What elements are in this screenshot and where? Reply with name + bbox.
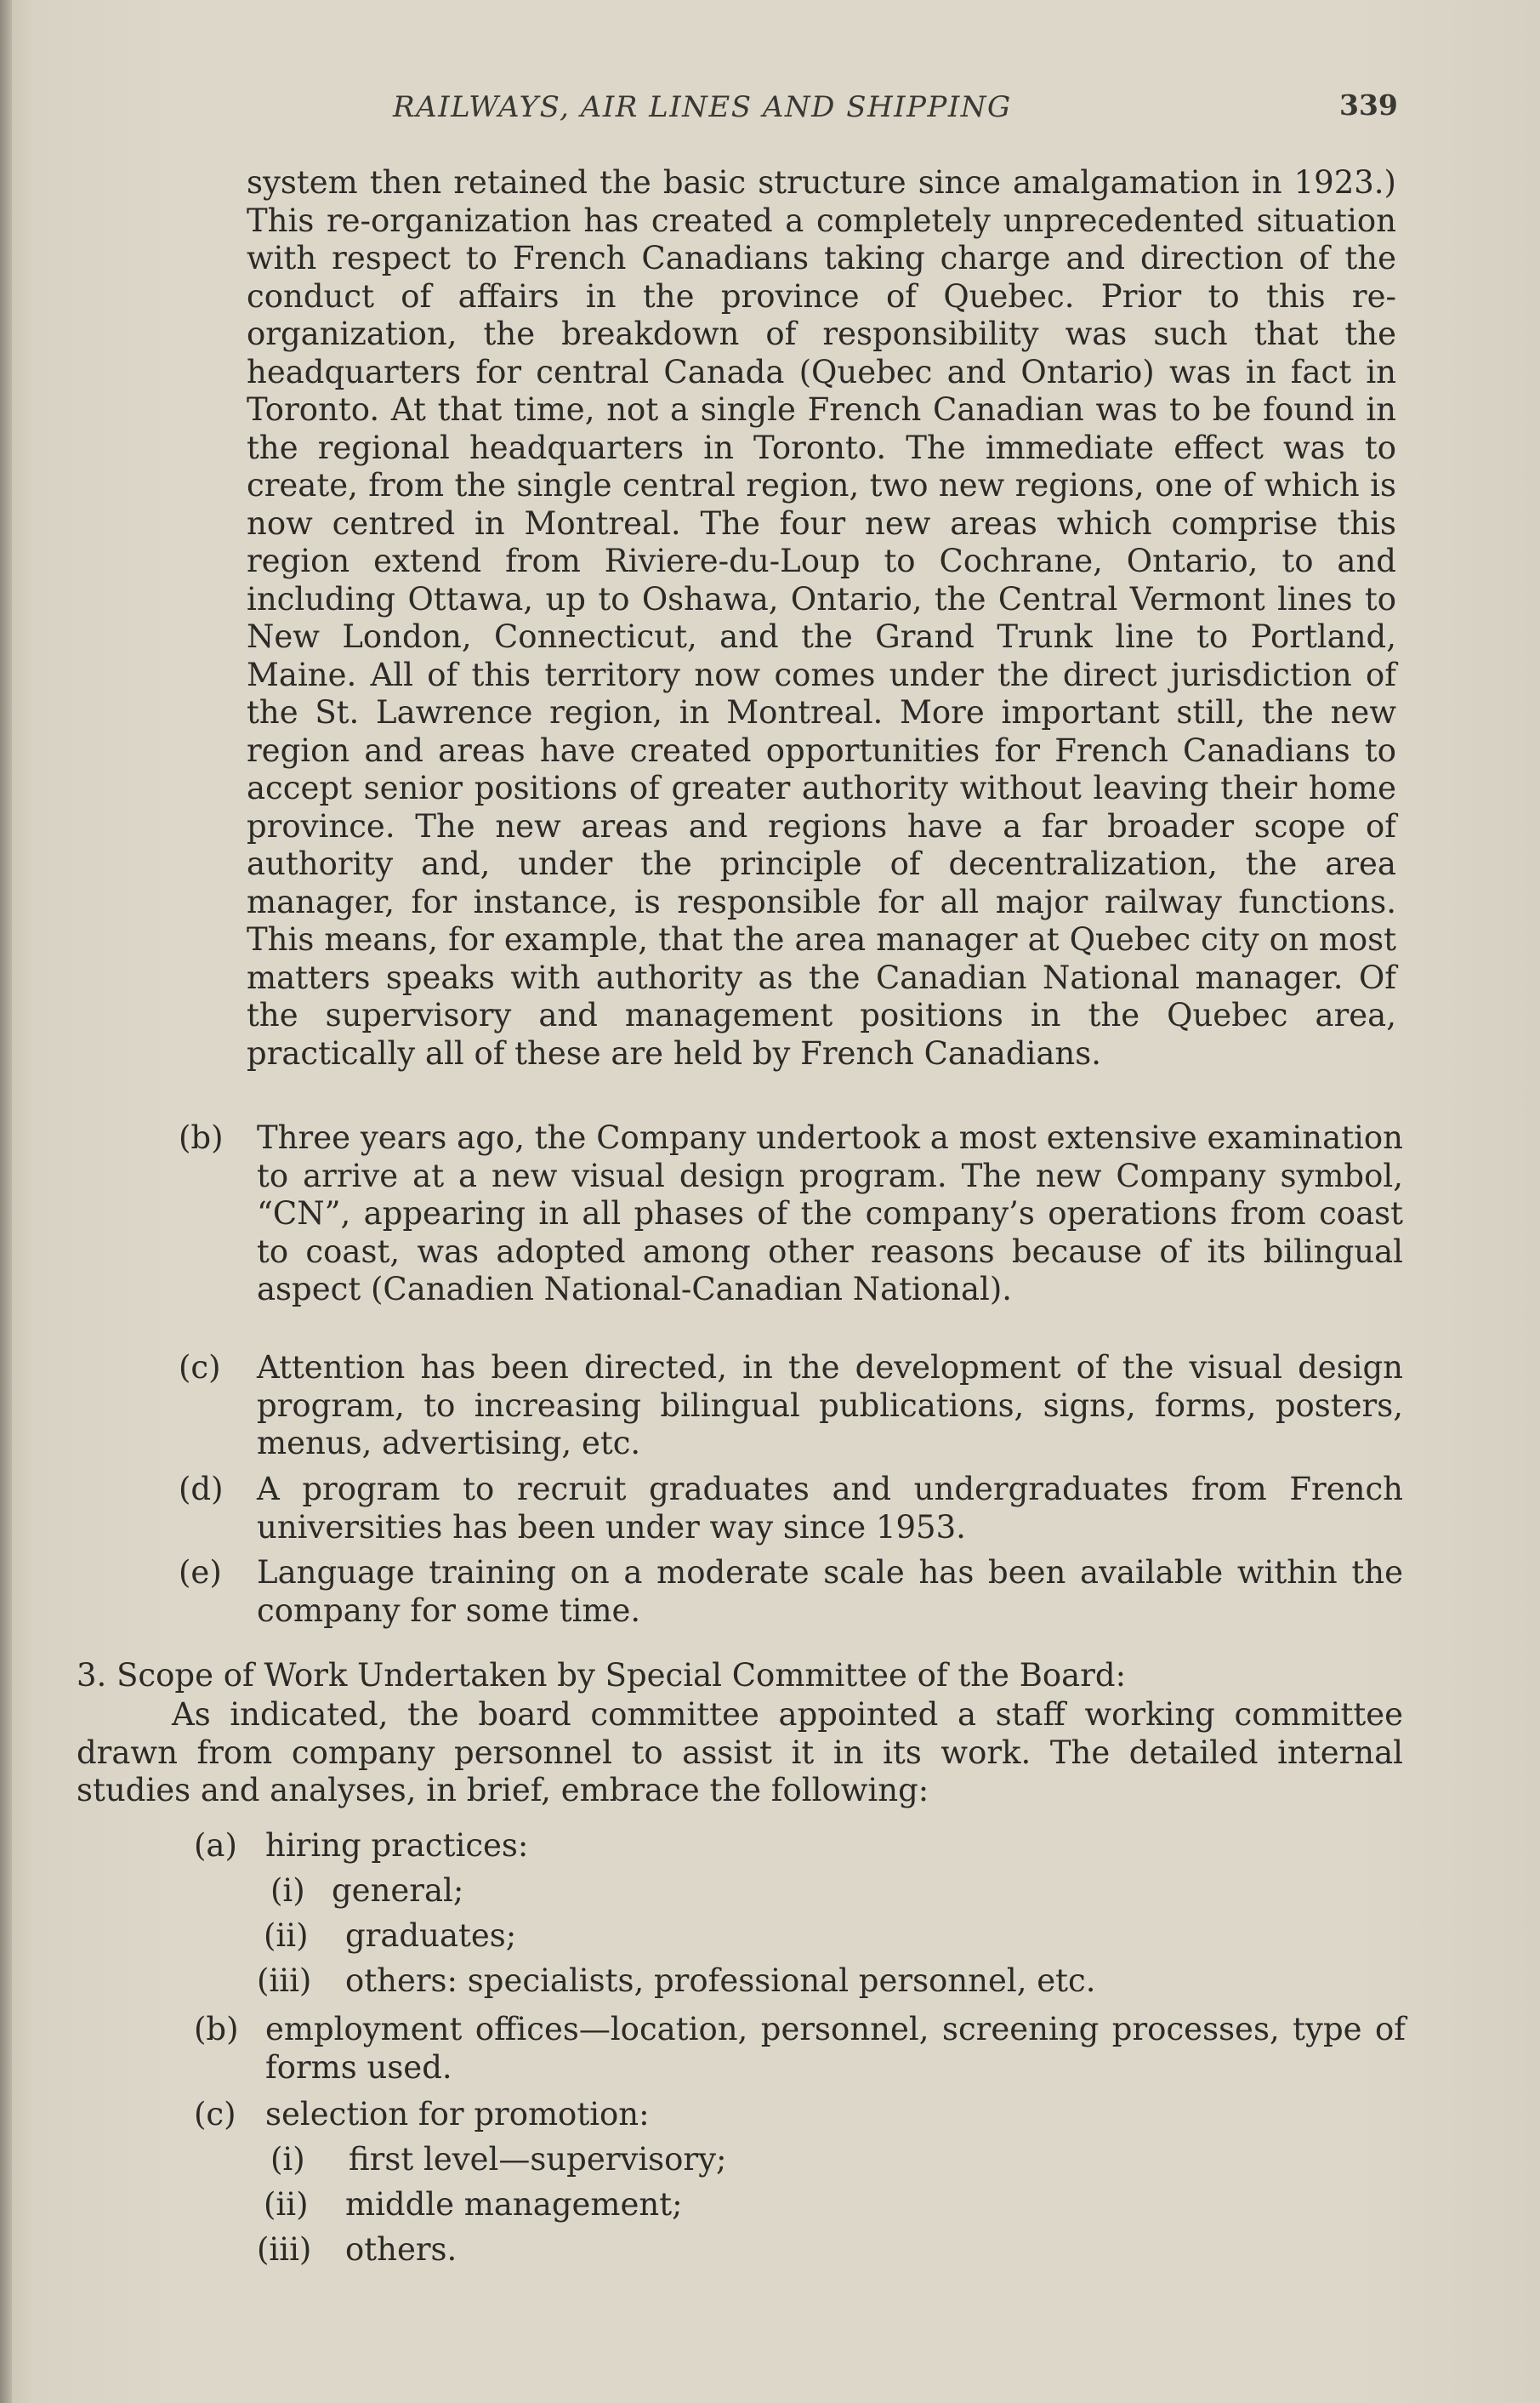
- item-text: Language training on a moderate scale has been available within the company for some time.: [257, 1554, 1403, 1629]
- scope-item-c: [194, 2096, 1401, 2134]
- page-header: [0, 85, 1540, 128]
- scope-subitem: [264, 1917, 1401, 1956]
- item-label: (i): [270, 1872, 305, 1909]
- item-label: (iii): [257, 2231, 312, 2268]
- list-item-e: [179, 1554, 1403, 1630]
- scope-subitem: [257, 2231, 1401, 2269]
- item-label: (b): [194, 2011, 239, 2047]
- item-label: (ii): [264, 2186, 309, 2223]
- scope-subitem: [257, 1962, 1401, 2001]
- item-text: others.: [345, 2231, 457, 2268]
- item-label: (ii): [264, 1917, 309, 1954]
- scope-subitem: [264, 2186, 1401, 2224]
- item-label: (c): [194, 2096, 236, 2133]
- scope-subitem: [270, 1872, 1401, 1910]
- item-text: others: specialists, professional personnel, etc.: [345, 1962, 1096, 1999]
- list-item-b: [179, 1119, 1403, 1309]
- scope-item-b: [194, 2011, 1406, 2087]
- scope-item-a: [194, 1827, 1401, 1865]
- page-binding-edge: [0, 0, 12, 2403]
- item-text: Attention has been directed, in the development of the visual design program, to increasing bilingual publications, signs, forms, posters, menus, advertising, etc.: [257, 1349, 1403, 1461]
- item-label: (b): [179, 1119, 224, 1156]
- item-text: general;: [332, 1872, 464, 1909]
- item-label: (iii): [257, 1962, 312, 1999]
- list-item-d: [179, 1471, 1403, 1546]
- item-text: hiring practices:: [265, 1827, 529, 1864]
- list-item-c: [179, 1349, 1403, 1463]
- item-text: A program to recruit graduates and undergraduates from French universities has been under way since 1953.: [257, 1471, 1403, 1546]
- item-text: Three years ago, the Company undertook a most extensive examination to arrive at a new visual design program. The new Company symbol, “CN”, appearing in all phases of the company’s operations from coast to coast, was adopted among other reasons because of its bilingual aspect (Canadien National-Canadian National).: [257, 1119, 1403, 1307]
- page-number: 339: [1339, 88, 1398, 122]
- item-label: (i): [270, 2141, 305, 2178]
- item-label: (d): [179, 1471, 224, 1507]
- item-text: employment offices—location, personnel, screening processes, type of forms used.: [265, 2011, 1406, 2086]
- running-title: RAILWAYS, AIR LINES AND SHIPPING: [393, 90, 1012, 124]
- item-text: first level—supervisory;: [349, 2141, 727, 2178]
- continued-paragraph: system then retained the basic structure since amalgamation in 1923.) This re-organization has created a completely unprecedented situation with respect to French Canadians taking charge and direction of the conduct of affairs in the province of Quebec. Prior to this re-organization, the breakdown of responsibility was such that the headquarters for central Canada (Quebec and Ontario) was in fact in Toronto. At that time, not a single French Canadian was to be found in the regional headquarters in Toronto. The immediate effect was to create, from the single central region, two new regions, one of which is now centred in Montreal. The four new areas which comprise this region extend from Riviere-du-Loup to Cochrane, Ontario, to and including Ottawa, up to Oshawa, Ontario, the Central Vermont lines to New London, Connecticut, and the Grand Trunk line to Portland, Maine. All of this territory now comes under the direct jurisdiction of the St. Lawrence region, in Montreal. More important still, the new region and areas have created opportunities for French Canadians to accept senior positions of greater authority without leaving their home province. The new areas and regions have a far broader scope of authority and, under the principle of decentralization, the area manager, for instance, is responsible for all major railway functions. This means, for example, that the area manager at Quebec city on most matters speaks with authority as the Canadian National manager. Of the supervisory and management positions in the Quebec area, practically all of these are held by French Canadians.: [247, 164, 1396, 1072]
- item-label: (e): [179, 1554, 222, 1591]
- section-heading: 3. Scope of Work Undertaken by Special Committee of the Board:: [77, 1657, 1127, 1694]
- scope-subitem: [270, 2141, 1401, 2179]
- section-intro: As indicated, the board committee appointed a staff working committee drawn from company personnel to assist it in its work. The detailed internal studies and analyses, in brief, embrace the following:: [77, 1696, 1403, 1808]
- item-text: selection for promotion:: [265, 2096, 650, 2133]
- item-text: middle management;: [345, 2186, 683, 2223]
- item-label: (c): [179, 1349, 221, 1386]
- item-text: graduates;: [345, 1917, 517, 1954]
- item-label: (a): [194, 1827, 237, 1864]
